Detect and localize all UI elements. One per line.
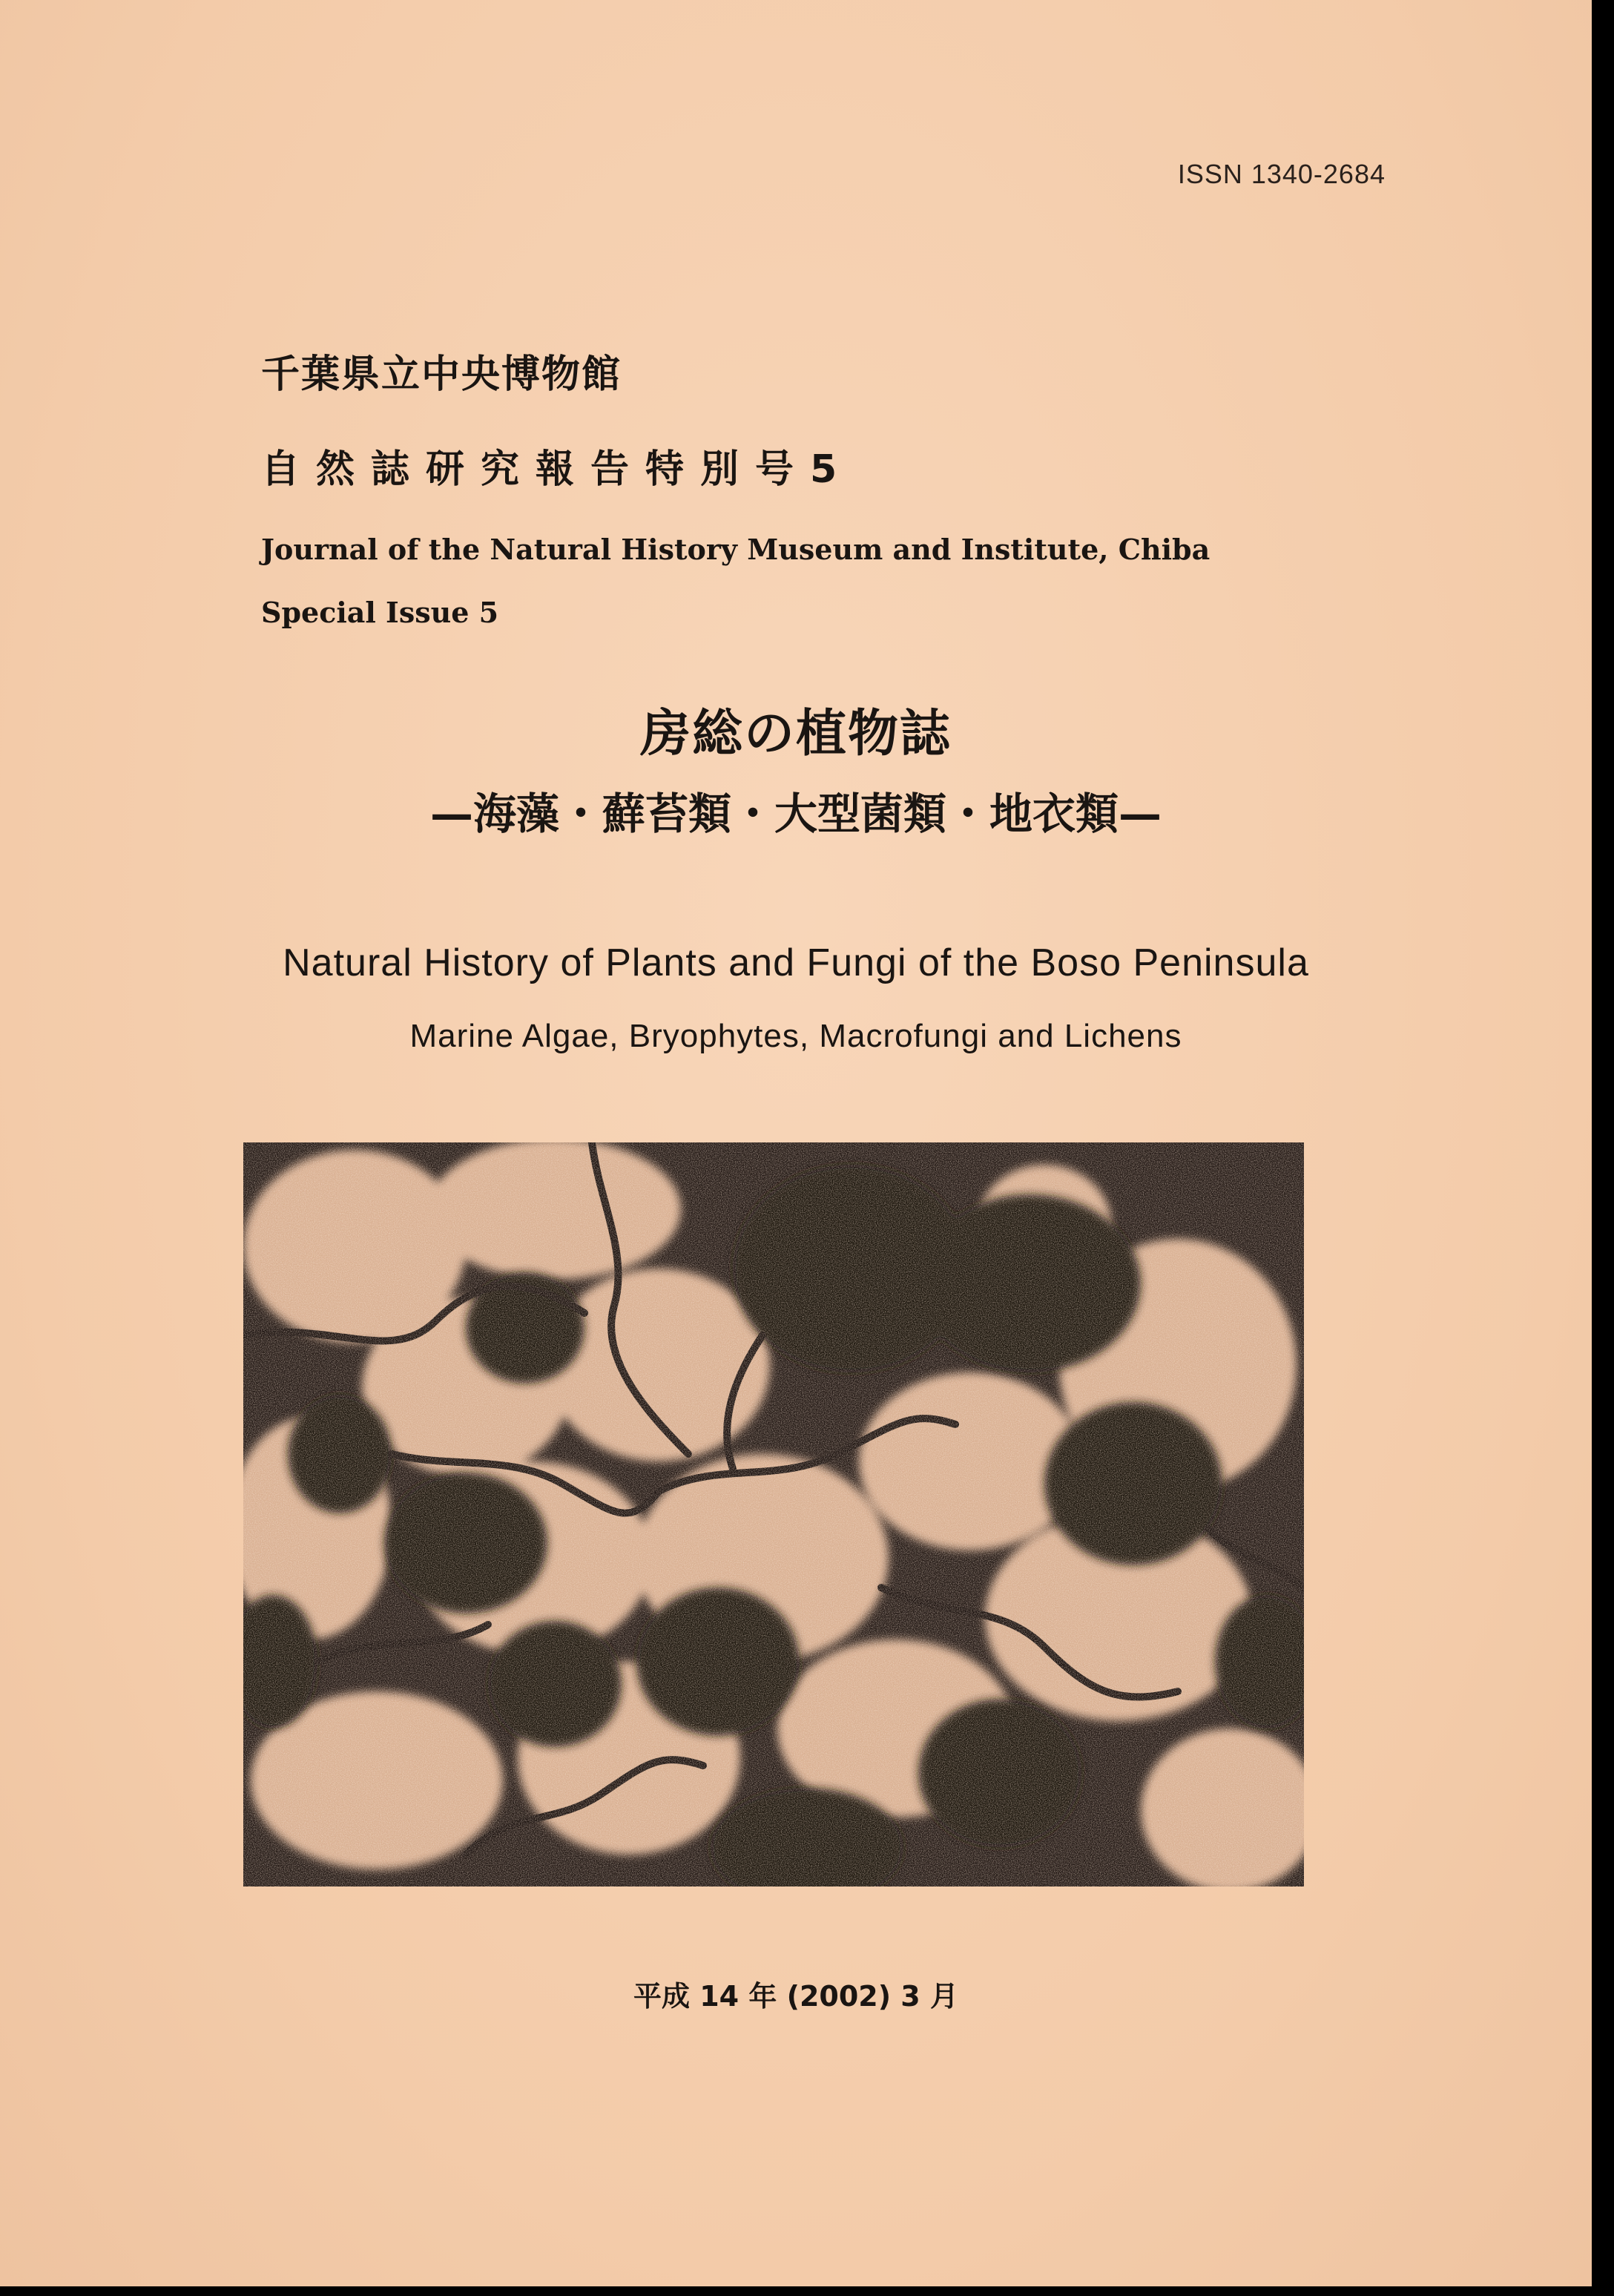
lichen-photograph	[243, 1142, 1304, 1887]
title-jp: 房総の植物誌	[639, 705, 952, 763]
subtitle-jp: —海藻・蘚苔類・大型菌類・地衣類—	[429, 789, 1162, 839]
publication-date: 平成 14 年 (2002) 3 月	[633, 1980, 958, 2013]
museum-name-jp: 千葉県立中央博物館	[261, 352, 622, 397]
title-en: Natural History of Plants and Fungi of the Boso Peninsula	[283, 941, 1309, 984]
journal-name-en: Journal of the Natural History Museum and Institute, Chiba	[261, 533, 1210, 566]
subtitle-en: Marine Algae, Bryophytes, Macrofungi and Lichens	[409, 1018, 1182, 1054]
lichen-photo-illustration	[243, 1142, 1304, 1887]
special-issue-en: Special Issue 5	[261, 596, 499, 629]
issn-number: ISSN 1340-2684	[1177, 159, 1386, 189]
series-name-jp: 自然誌研究報告特別号5	[261, 447, 854, 492]
